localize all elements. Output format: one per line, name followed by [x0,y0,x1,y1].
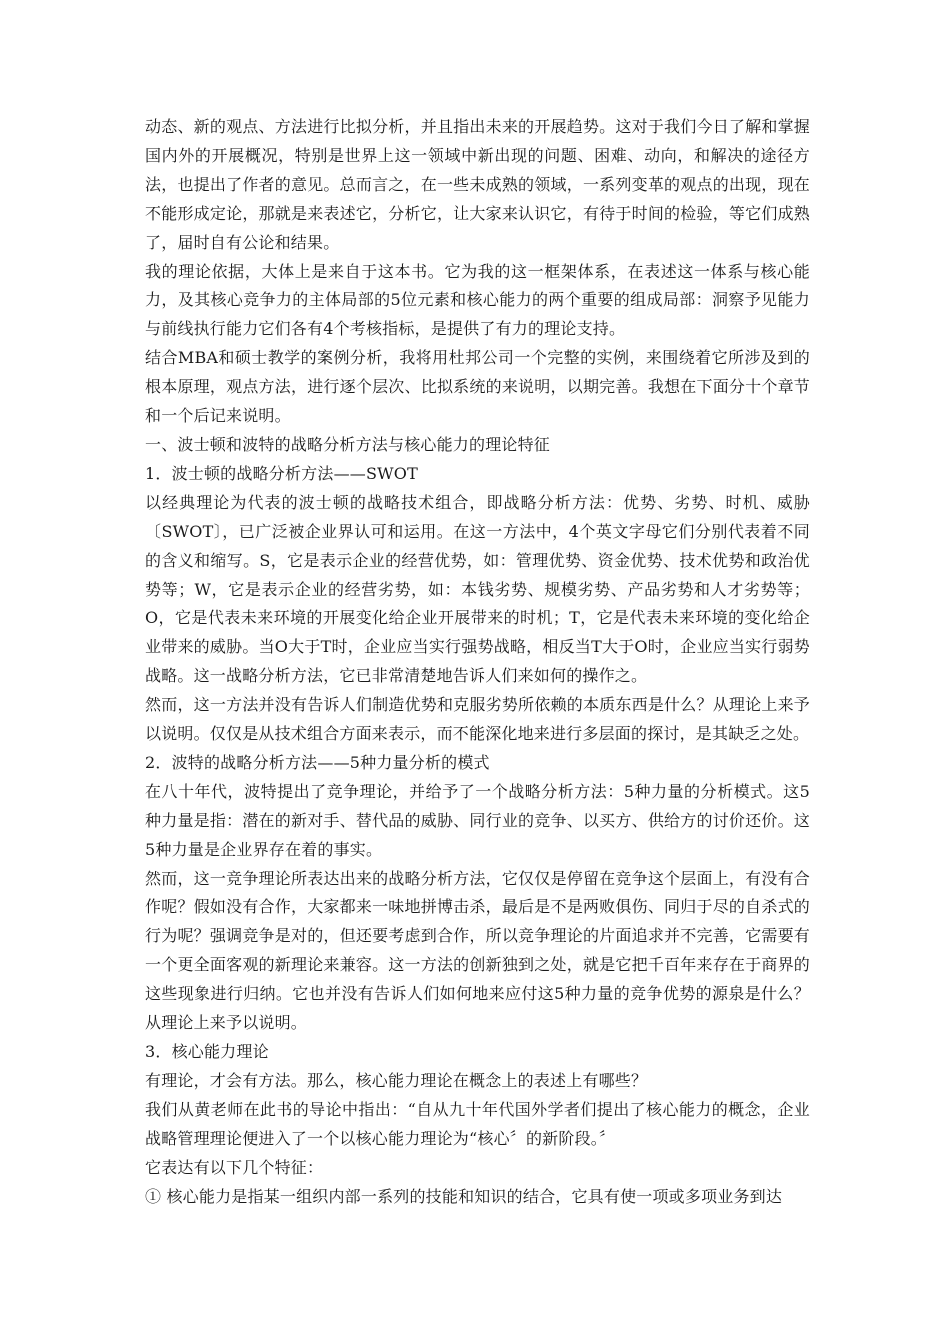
paragraph-five-forces-critique: 然而，这一竞争理论所表达出来的战略分析方法，它仅仅是停留在竞争这个层面上，有没有合作呢？假如没有合作，大家都来一味地拼博击杀，最后是不是两败俱伤、同归于尽的自杀式的行为呢？强调竞争是对的，但还要考虑到合作，所以竞争理论的片面追求并不完善，它需要有一个更全面客观的新理论来兼容。这一方法的创新独到之处，就是它把千百年来存在于商界的这些现象进行归纳。它也并没有告诉人们如何地来应付这5种力量的竞争优势的源泉是什么？从理论上来予以说明。 [145,868,810,1033]
paragraph-core-competence-question: 有理论，才会有方法。那么，核心能力理论在概念上的表述上有哪些？ [145,1070,648,1090]
paragraph-swot-description: 以经典理论为代表的波士顿的战略技术组合，即战略分析方法：优势、劣势、时机、威胁〔SWOT〕，已广泛被企业界认可和运用。在这一方法中，4个英文字母它们分别代表着不同的含义和缩写。S，它是表示企业的经营优势，如：管理优势、资金优势、技术优势和政治优势等；W，它是表示企业的经营劣势，如：本钱劣势、规模劣势、产品劣势和人才劣势等；O，它是代表未来环境的开展变化给企业开展带来的时机；T，它是代表未来环境的变化给企业带来的威胁。当O大于T时，企业应当实行强势战略，相反当T大于O时，企业应当实行弱势战略。这一战略分析方法，它已非常清楚地告诉人们来如何的操作之。 [145,492,810,686]
subsection-heading-swot: 1．波士顿的战略分析方法——SWOT [145,463,418,483]
paragraph-features-intro: 它表达有以下几个特征： [145,1157,324,1177]
subsection-heading-five-forces: 2．波特的战略分析方法——5种力量分析的模式 [145,752,490,772]
document-body [145,113,810,1211]
paragraph-theory-basis: 我的理论依据，大体上是来自于这本书。它为我的这一框架体系，在表述这一体系与核心能力，及其核心竞争力的主体局部的5位元素和核心能力的两个重要的组成局部：洞察予见能力与前线执行能力它们各有4个考核指标，是提供了有力的理论支持。 [145,261,810,339]
paragraph-five-forces-description: 在八十年代，波特提出了竞争理论，并给予了一个战略分析方法：5种力量的分析模式。这5种力量是指：潜在的新对手、替代品的威胁、同行业的竞争、以买方、供给方的讨价还价。这5种力量是企业界存在着的事实。 [145,781,810,859]
section-heading-1: 一、波士顿和波特的战略分析方法与核心能力的理论特征 [145,434,551,454]
subsection-heading-core-competence: 3．核心能力理论 [145,1042,269,1061]
paragraph-swot-critique: 然而，这一方法并没有告诉人们制造优势和克服劣势所依赖的本质东西是什么？从理论上来予以说明。仅仅是从技术组合方面来表示，而不能深化地来进行多层面的探讨，是其缺乏之处。 [145,695,810,744]
paragraph-core-competence-quote: 我们从黄老师在此书的导论中指出：“自从九十年代国外学者们提出了核心能力的概念，企业战略管理理论便进入了一个以核心能力理论为“核心〞的新阶段。〞 [145,1099,810,1148]
list-item-feature-1: ① 核心能力是指某一组织内部一系列的技能和知识的结合，它具有使一项或多项业务到达 [145,1186,783,1206]
paragraph-intro-continuation: 动态、新的观点、方法进行比拟分析，并且指出未来的开展趋势。这对于我们今日了解和掌握国内外的开展概况，特别是世界上这一领域中新出现的问题、困难、动向，和解决的途径方法，也提出了作者的意见。总而言之，在一些未成熟的领域，一系列变革的观点的出现，现在不能形成定论，那就是来表述它，分析它，让大家来认识它，有待于时间的检验，等它们成熟了，届时自有公论和结果。 [145,117,810,252]
paragraph-case-analysis: 结合MBA和硕士教学的案例分析，我将用杜邦公司一个完整的实例，来围绕着它所涉及到的根本原理，观点方法，进行逐个层次、比拟系统的来说明，以期完善。我想在下面分十个章节和一个后记来说明。 [145,348,810,426]
